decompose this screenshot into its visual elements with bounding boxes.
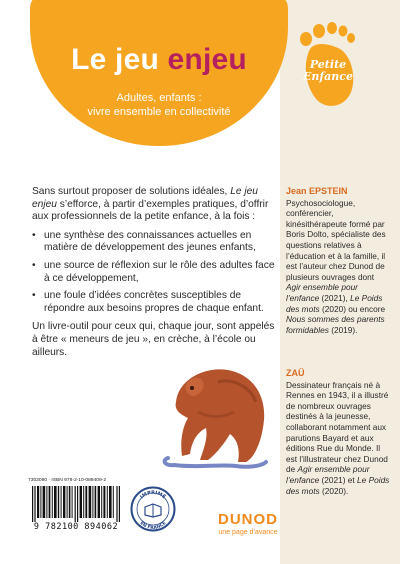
- bio-segment: (2020).: [319, 485, 349, 496]
- title-word-1: Le jeu: [71, 43, 159, 76]
- bio-book-title: Le Poids des mots: [286, 292, 383, 314]
- title-word-2: enjeu: [167, 43, 247, 76]
- subtitle-line-2: vivre ensemble en collectivité: [87, 106, 231, 118]
- bio-segment: (2020) ou encore: [319, 303, 386, 314]
- author-bio-epstein: [286, 186, 390, 335]
- summary-bullet: • une foule d’idées concrètes susceptibles de répondre aux besoins propres de chaque enfant.: [32, 290, 280, 315]
- isbn-line: 7303090 · ISBN 978-2-10-089409-2: [28, 478, 107, 483]
- summary-bullet-list: [32, 230, 280, 316]
- barcode-bars-icon: [32, 486, 120, 522]
- barcode: [28, 478, 124, 538]
- bio-segment: (2021) et: [319, 474, 358, 485]
- author-bio-text: [286, 380, 390, 497]
- summary-bullet: • une synthèse des connaissances actuelles en matière de développement des jeunes enfants,: [32, 230, 280, 255]
- intro-text-b: s’efforce, à partir d’exemples pratiques, d’offrir aux professionnels de la petite enfance, à la fois :: [32, 198, 269, 223]
- author-bio-zau: [286, 368, 390, 496]
- imprime-en-france-seal: [130, 486, 176, 532]
- bear-illustration: [158, 362, 276, 474]
- logo-text-line-2: Enfance: [303, 70, 353, 83]
- bio-segment: Psychosociologue, conférencier, kinésithérapeute formé par Boris Dolto, spécialiste des questions relatives à l’éducation et à la famille, il est l’auteur chez Dunod de plusieurs ouvrages dont: [286, 197, 386, 282]
- author-name: ZAÜ: [286, 368, 305, 378]
- bio-segment: Dessinateur français né à Rennes en 1943, il a illustré de nombreux ouvrages destinés à la jeunesse, collaborant notamment aux parutions Bayard et aux éditions Rue du Monde. Il est l’illustrateur chez Dunod de: [286, 379, 389, 475]
- publisher-tagline: une page d’avance: [218, 529, 278, 536]
- summary-intro: [32, 186, 280, 224]
- barcode-number: 9 782100 894062: [33, 522, 119, 532]
- petite-enfance-logo: [296, 19, 360, 109]
- subtitle-line-1: Adultes, enfants :: [116, 92, 202, 104]
- seal-bottom-textpath: EN FRANCE: [138, 520, 168, 532]
- publisher-name: DUNOD: [218, 511, 278, 528]
- bio-book-title: Agir ensemble pour l’enfance: [286, 464, 370, 485]
- author-name: Jean EPSTEIN: [286, 186, 348, 196]
- bio-segment: (2019).: [328, 324, 358, 335]
- back-cover-summary: [32, 186, 280, 365]
- author-bio-text: [286, 198, 390, 336]
- publisher-logo: [208, 512, 288, 537]
- seal-top-textpath: IMPRIMÉ: [139, 489, 167, 501]
- book-subtitle: [0, 91, 318, 119]
- intro-title-italic: Le jeu enjeu: [32, 186, 258, 210]
- logo-text-line-1: Petite: [309, 58, 347, 71]
- summary-conclusion: Un livre-outil pour ceux qui, chaque jour, sont appelés à être « meneurs de jeu », en crèche, à l’école ou ailleurs.: [32, 321, 275, 358]
- book-title: [0, 43, 318, 77]
- bio-book-title: Nous sommes des parents formidables: [286, 314, 385, 335]
- intro-text-a: Sans surtout proposer de solutions idéales,: [32, 186, 231, 197]
- bio-segment: (2021),: [319, 292, 351, 303]
- bio-book-title: Agir ensemble pour l’enfance: [286, 282, 358, 303]
- summary-bullet: • une source de réflexion sur le rôle des adultes face à ce développement,: [32, 260, 280, 285]
- bio-book-title: Le Poids des mots: [286, 474, 390, 496]
